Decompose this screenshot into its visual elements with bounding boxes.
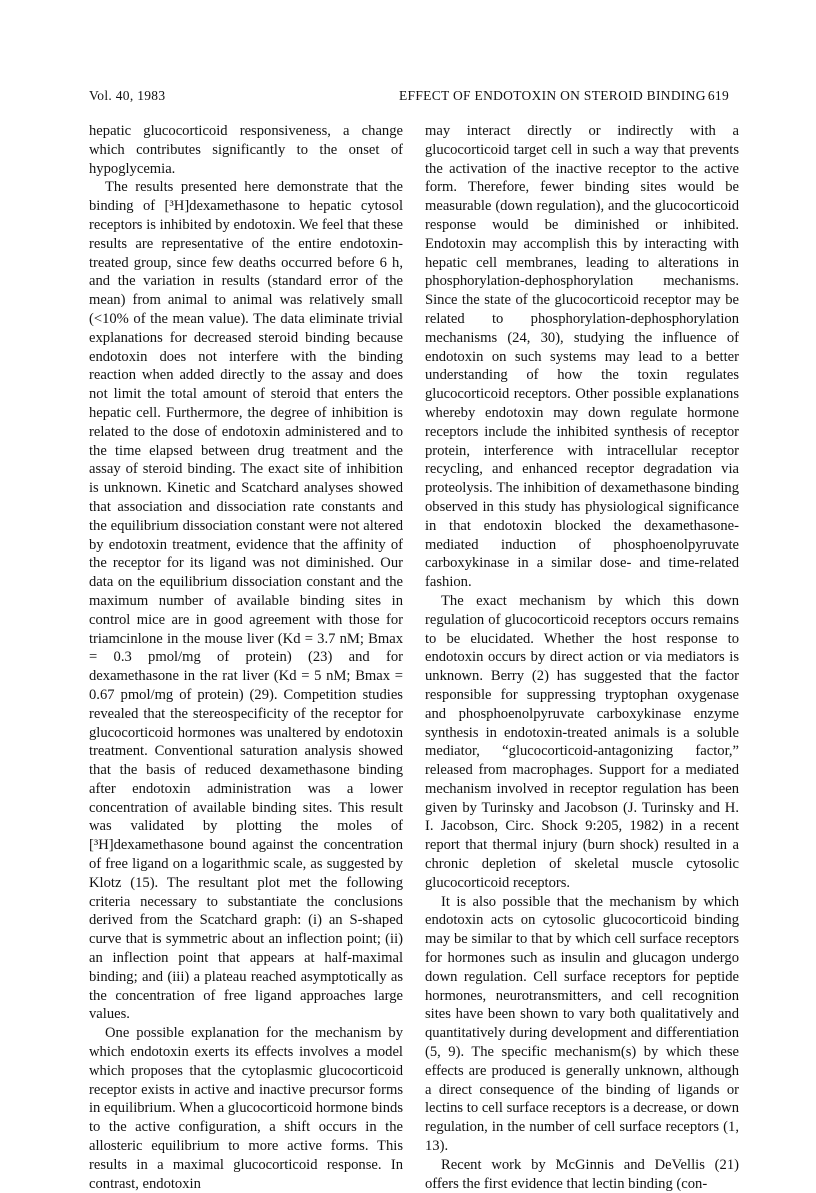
paragraph: One possible explanation for the mechanism by which endotoxin exerts its effects involves a model which proposes that the cytoplasmic glucocorticoid receptor exists in active and inactive precursor forms in equilibrium. When a glucocorticoid hormone binds to the active configuration, a shift occurs in the allosteric equilibrium to more active forms. This results in a maximal glucocorticoid response. In contrast, endotoxin: [89, 1025, 403, 1192]
paragraph: may interact directly or indirectly with a glucocorticoid target cell in such a way that prevents the activation of the inactive receptor to the active form. Therefore, fewer binding sites would be measurable (down regulation), and the glucocorticoid response would be diminished or inhibited. Endotoxin may accomplish this by interacting with hepatic cell membranes, leading to alterations in phosphorylation-dephosphorylation mechanisms. Since the state of the glucocorticoid receptor may be related to phosphorylation-dephosphorylation mechanisms (24, 30), studying the influence of endotoxin on such systems may lead to a better understanding of how the toxin regulates glucocorticoid receptors. Other possible explanations whereby endotoxin may down regulate hormone receptors include the inhibited synthesis of receptor protein, interference with intracellular receptor recycling, and enhanced receptor degradation via proteolysis. The inhibition of dexamethasone binding observed in this study has physiological significance in that endotoxin blocked the dexamethasone-mediated induction of phosphoenolpyruvate carboxykinase in a similar dose- and time-related fashion.: [425, 123, 739, 591]
paragraph: hepatic glucocorticoid responsiveness, a change which contributes significantly to the onset of hypoglycemia.: [89, 123, 403, 177]
page-number: 619: [707, 88, 729, 103]
paragraph: Recent work by McGinnis and DeVellis (21) offers the first evidence that lectin binding (con-: [425, 1156, 739, 1192]
running-header: [89, 88, 729, 108]
right-column: [425, 122, 739, 1193]
volume-label: Vol. 40, 1983: [89, 88, 166, 103]
paragraph: The results presented here demonstrate that the binding of [³H]dexamethasone to hepatic cytosol receptors is inhibited by endotoxin. We feel that these results are representative of the entire endotoxin-treated group, since few deaths occurred before 6 h, and the variation in results (standard error of the mean) from animal to animal was relatively small (<10% of the mean value). The data eliminate trivial explanations for decreased steroid binding because endotoxin does not interfere with the binding reaction when added directly to the assay and does not limit the total amount of steroid that enters the hepatic cell. Furthermore, the degree of inhibition is related to the dose of endotoxin administered and to the time elapsed between drug treatment and the assay of steroid binding. The exact site of inhibition is unknown. Kinetic and Scatchard analyses showed that association and dissociation rate constants and the equilibrium dissociation constant were not altered by endotoxin treatment, evidence that the affinity of the receptor for its ligand was not diminished. Our data on the equilibrium dissociation constant and the maximum number of available binding sites in control mice are in good agreement with those for triamcinlone in the mouse liver (Kd = 3.7 nM; Bmax = 0.3 pmol/mg of protein) (23) and for dexamethasone in the rat liver (Kd = 5 nM; Bmax = 0.67 pmol/mg of protein) (29). Competition studies revealed that the stereospecificity of the receptor for glucocorticoid hormones was unaltered by endotoxin treatment. Conventional saturation analysis showed that the basis of reduced dexamethasone binding after endotoxin administration was a lower concentration of available binding sites. This result was validated by plotting the moles of [³H]dexamethasone bound against the concentration of free ligand on a logarithmic scale, as suggested by Klotz (15). The resultant plot met the following criteria necessary to substantiate the conclusions derived from the Scatchard graph: (i) an S-shaped curve that is symmetric about an inflection point; (ii) an inflection point that appears at half-maximal binding; and (iii) a plateau reached asymptotically as the concentration of free ligand approaches large values.: [89, 179, 403, 1023]
running-title: EFFECT OF ENDOTOXIN ON STEROID BINDING: [399, 88, 706, 103]
left-column: [89, 122, 403, 1193]
paragraph: The exact mechanism by which this down regulation of glucocorticoid receptors occurs remains to be elucidated. Whether the host response to endotoxin occurs by direct action or via mediators is unknown. Berry (2) has suggested that the factor responsible for suppressing tryptophan oxygenase and phosphoenolpyruvate carboxykinase enzyme synthesis in endotoxin-treated animals is a soluble mediator, “glucocorticoid-antagonizing factor,” released from macrophages. Support for a mediated mechanism involved in receptor regulation has been given by Turinsky and Jacobson (J. Turinsky and H. I. Jacobson, Circ. Shock 9:205, 1982) in a recent report that thermal injury (burn shock) resulted in a chronic depletion of skeletal muscle cytosolic glucocorticoid receptors.: [425, 592, 739, 891]
paragraph: It is also possible that the mechanism by which endotoxin acts on cytosolic glucocorticoid binding may be similar to that by which cell surface receptors for hormones such as insulin and glucagon undergo down regulation. Cell surface receptors for peptide hormones, neurotransmitters, and cell recognition sites have been shown to vary both qualitatively and quantitatively during development and differentiation (5, 9). The specific mechanism(s) by which these effects are produced is generally unknown, although a direct consequence of the binding of ligands or lectins to cell surface receptors is a decrease, or down regulation, in the number of cell surface receptors (1, 13).: [425, 893, 739, 1155]
